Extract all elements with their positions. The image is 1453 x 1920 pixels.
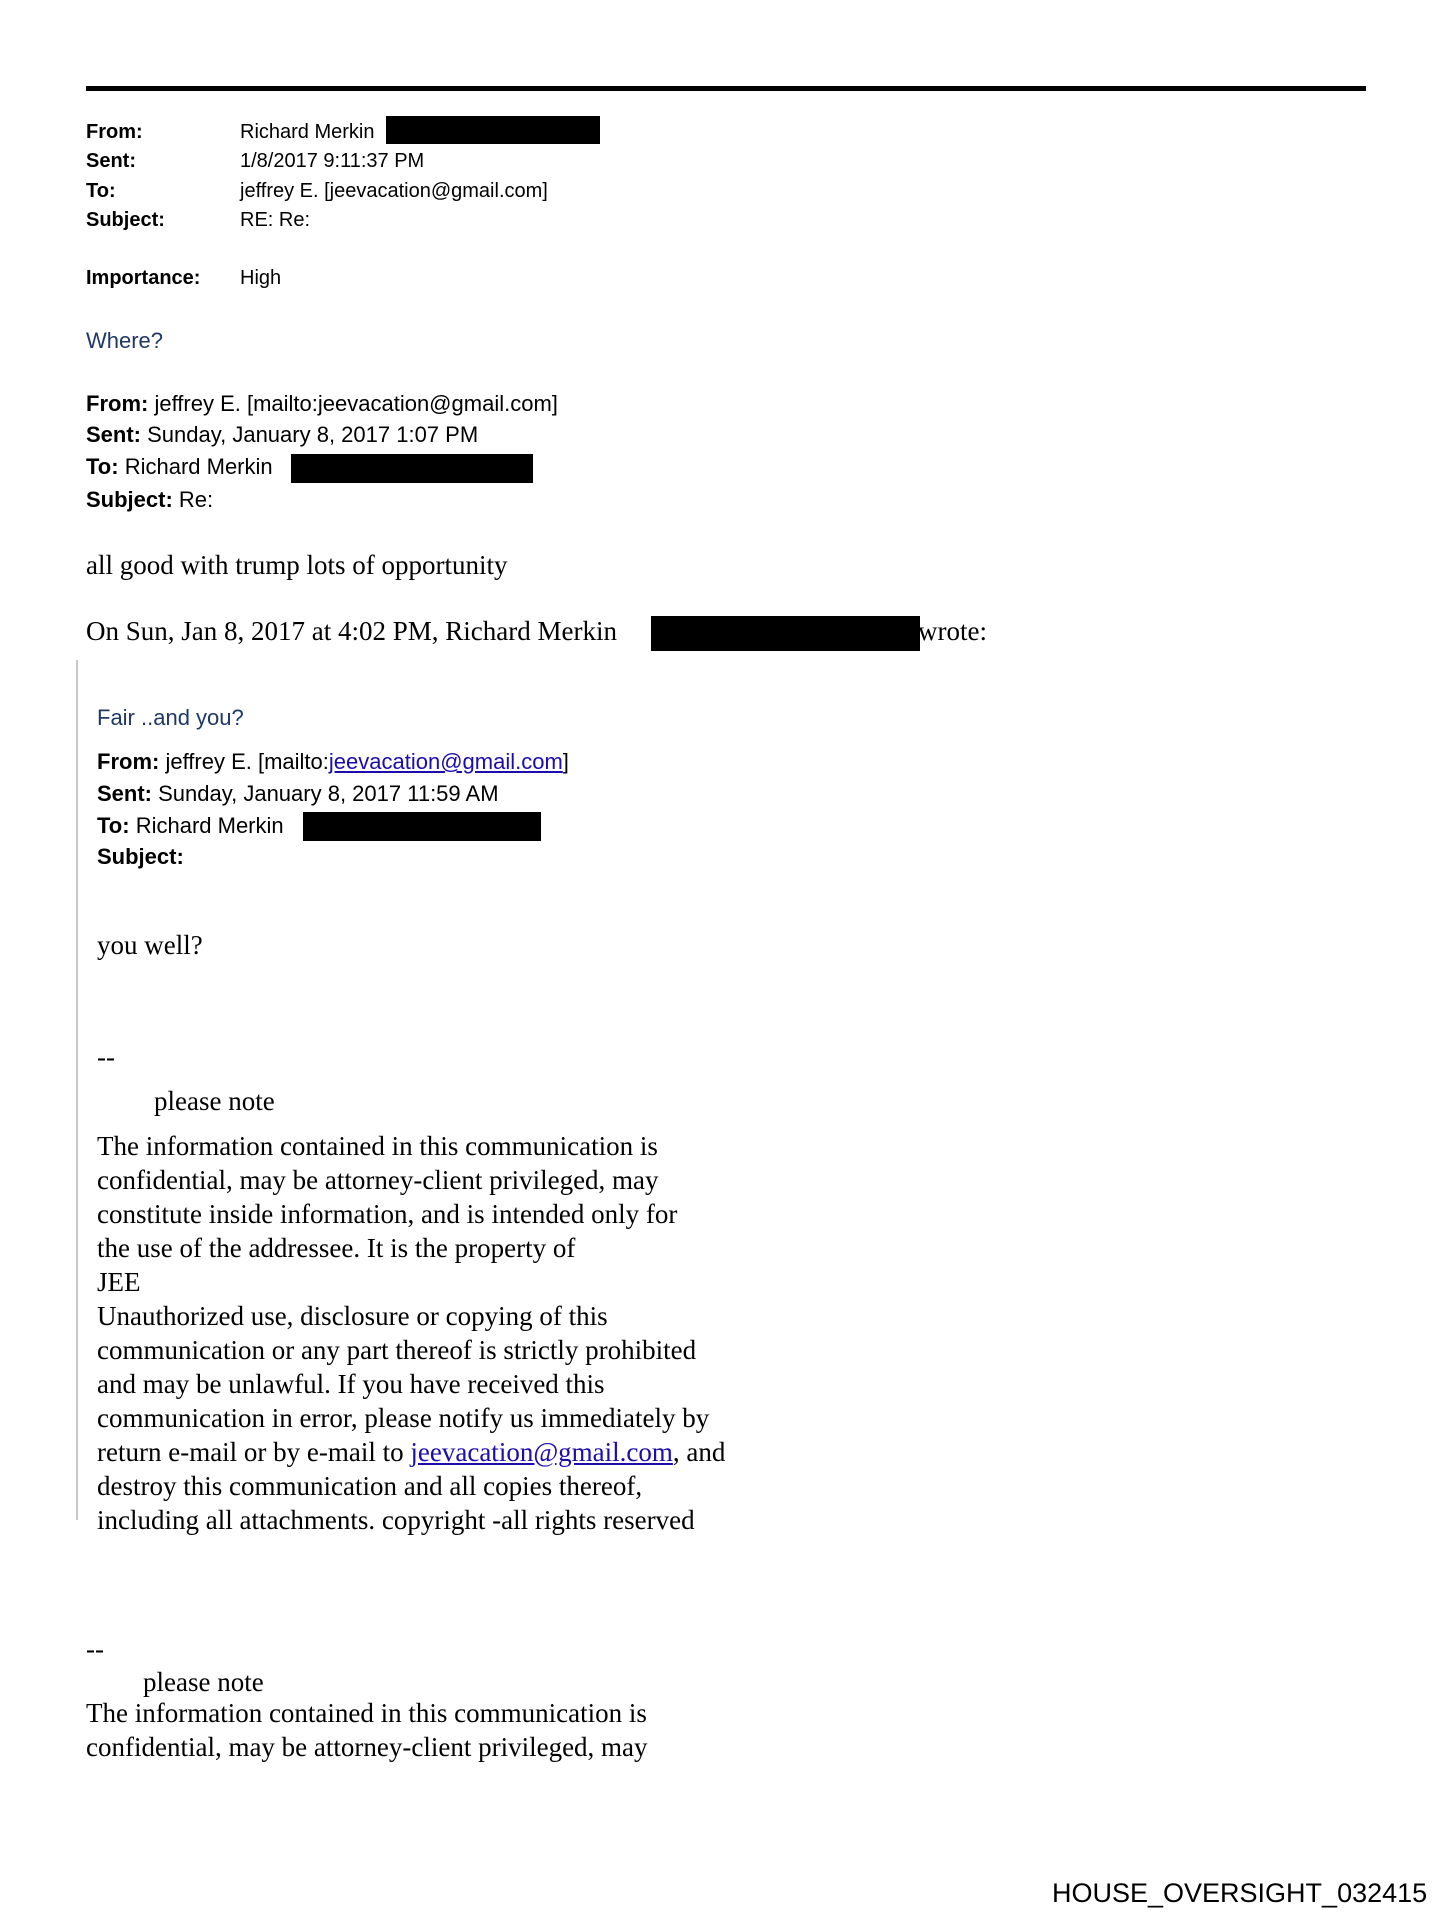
to-label: To: (86, 180, 116, 202)
quoted-sent-value: Sunday, January 8, 2017 11:59 AM (158, 781, 499, 806)
quoted-sent (97, 780, 499, 808)
msg2-sent-label: Sent: (86, 422, 141, 447)
quoted-reply: Fair ..and you? (97, 705, 244, 730)
quote-bar (76, 660, 78, 1520)
disclaimer-line: and may be unlawful. If you have received this (97, 1369, 605, 1399)
disclaimer-line: including all attachments. copyright -all rights reserved (97, 1505, 695, 1535)
to-value: jeffrey E. [jeevacation@gmail.com] (240, 180, 548, 202)
msg2-sent-value: Sunday, January 8, 2017 1:07 PM (147, 422, 479, 447)
subject-value: RE: Re: (240, 209, 311, 231)
disclaimer-line: JEE (97, 1267, 141, 1297)
disclaimer-line: The information contained in this communication is (97, 1131, 658, 1161)
msg2-subject-label: Subject: (86, 487, 173, 512)
from-label: From: (86, 121, 143, 143)
disclaimer-line: communication or any part thereof is strictly prohibited (97, 1335, 697, 1365)
disclaimer-line: Unauthorized use, disclosure or copying of this (97, 1301, 608, 1331)
msg2-subject-value: Re: (178, 487, 214, 512)
subject-label: Subject: (86, 209, 165, 231)
msg2-from-label: From: (86, 391, 149, 416)
disclaimer (97, 1129, 725, 1537)
redaction-block (291, 454, 533, 483)
disclaimer-line (97, 1435, 725, 1469)
signature-dashes: -- (97, 1042, 115, 1072)
bates-number: HOUSE_OVERSIGHT_032415 (1052, 1878, 1428, 1908)
sent-label: Sent: (86, 150, 136, 172)
disclaimer-line: The information contained in this communication is (86, 1698, 647, 1728)
disclaimer-line: confidential, may be attorney-client privileged, may (97, 1165, 659, 1195)
quoted-to-value: Richard Merkin (135, 813, 284, 838)
quoted-body: you well? (97, 930, 203, 960)
msg2-to-label: To: (86, 454, 119, 479)
msg2-sent (86, 421, 478, 449)
redaction-block (651, 616, 920, 651)
importance-value: High (240, 267, 282, 289)
quoted-from-prefix: jeffrey E. [mailto: (165, 749, 329, 774)
msg2-body: all good with trump lots of opportunity (86, 550, 508, 580)
email-link[interactable]: jeevacation@gmail.com (328, 749, 563, 774)
disclaimer-line: communication in error, please notify us immediately by (97, 1403, 710, 1433)
disclaimer-line: the use of the addressee. It is the property of (97, 1233, 576, 1263)
quoted-subject-label: Subject: (97, 844, 184, 869)
quoted-from-suffix: ] (562, 749, 569, 774)
from-value: Richard Merkin (240, 121, 375, 143)
disclaimer-line: destroy this communication and all copies thereof, (97, 1471, 643, 1501)
quoted-to (97, 812, 284, 840)
quoted-to-label: To: (97, 813, 130, 838)
importance-label: Importance: (86, 267, 201, 289)
sent-value: 1/8/2017 9:11:37 PM (240, 150, 425, 172)
quoted-from-label: From: (97, 749, 160, 774)
redaction-block (386, 116, 600, 144)
please-note: please note (143, 1667, 264, 1697)
email-link[interactable]: jeevacation@gmail.com (410, 1437, 673, 1467)
msg2-to (86, 453, 273, 481)
disclaimer-text: , and (672, 1437, 726, 1467)
quoted-from (97, 748, 569, 776)
bottom-disclaimer (86, 1696, 648, 1764)
please-note: please note (154, 1086, 275, 1116)
disclaimer-text: return e-mail or by e-mail to (97, 1437, 411, 1467)
msg2-from-value: jeffrey E. [mailto:jeevacation@gmail.com] (154, 391, 558, 416)
signature-dashes: -- (86, 1634, 104, 1664)
msg2-subject (86, 486, 213, 514)
disclaimer-line: constitute inside information, and is intended only for (97, 1199, 678, 1229)
redaction-block (303, 812, 541, 841)
reply-text: Where? (86, 328, 164, 353)
msg2-to-value: Richard Merkin (124, 454, 273, 479)
disclaimer-line: confidential, may be attorney-client privileged, may (86, 1732, 648, 1762)
header-rule (86, 86, 1366, 91)
quoted-sent-label: Sent: (97, 781, 152, 806)
msg2-from (86, 390, 558, 418)
attribution-line: On Sun, Jan 8, 2017 at 4:02 PM, Richard Merkin (86, 616, 617, 646)
attribution-wrote: wrote: (918, 616, 987, 646)
